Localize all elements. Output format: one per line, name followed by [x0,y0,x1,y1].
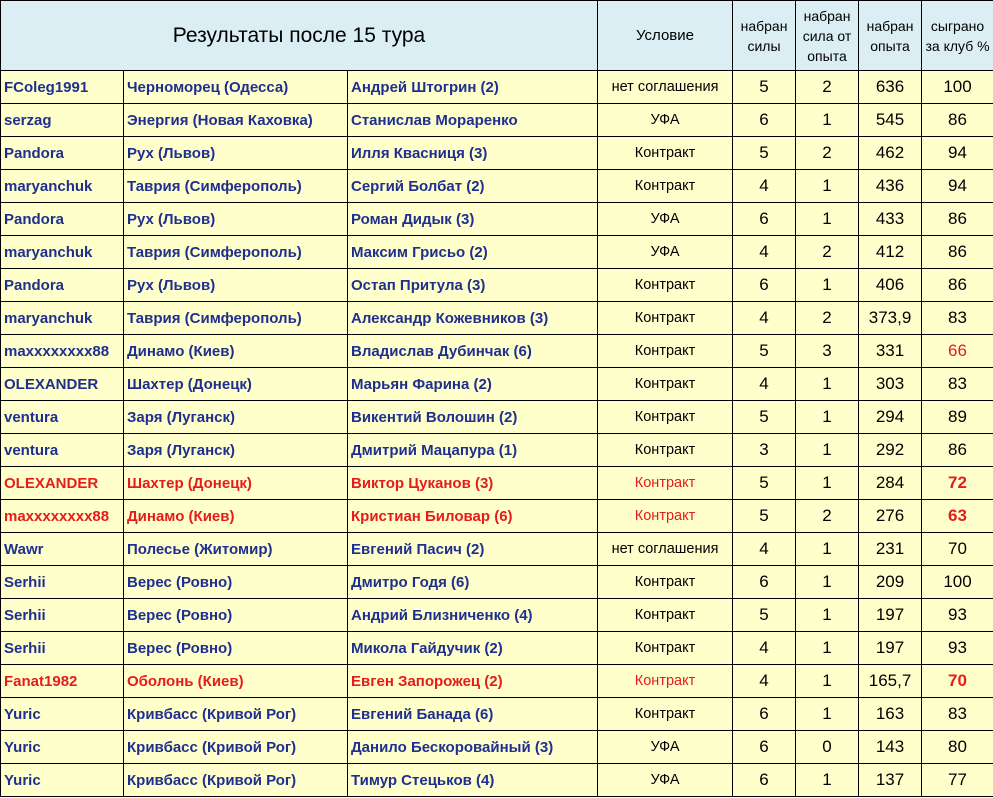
cell-condition: Контракт [598,269,733,302]
cell-played: 72 [922,467,993,500]
cell-strength-exp: 1 [796,269,859,302]
cell-condition: Контракт [598,170,733,203]
cell-strength: 5 [733,335,796,368]
cell-strength: 5 [733,401,796,434]
cell-experience: 137 [859,764,922,797]
cell-condition: нет соглашения [598,533,733,566]
table-row [1,533,993,566]
cell-strength-exp: 1 [796,401,859,434]
header-strength: набран силы [733,1,796,71]
cell-strength: 6 [733,104,796,137]
cell-strength-exp: 1 [796,698,859,731]
cell-strength: 3 [733,434,796,467]
cell-experience: 412 [859,236,922,269]
cell-user: OLEXANDER [1,368,124,401]
table-row [1,599,993,632]
cell-player: Данило Бескоровайный (3) [348,731,598,764]
cell-strength-exp: 1 [796,467,859,500]
cell-strength: 6 [733,698,796,731]
cell-user: Fanat1982 [1,665,124,698]
table-row [1,500,993,533]
cell-user: serzag [1,104,124,137]
cell-player: Тимур Стецьков (4) [348,764,598,797]
table-row [1,236,993,269]
cell-strength-exp: 1 [796,632,859,665]
cell-strength: 4 [733,665,796,698]
cell-played: 70 [922,665,993,698]
cell-club: Заря (Луганск) [124,401,348,434]
cell-user: Yuric [1,698,124,731]
cell-strength: 4 [733,170,796,203]
cell-condition: УФА [598,203,733,236]
cell-strength: 5 [733,71,796,104]
cell-experience: 143 [859,731,922,764]
cell-strength-exp: 1 [796,434,859,467]
cell-played: 100 [922,566,993,599]
cell-played: 77 [922,764,993,797]
cell-player: Остап Притула (3) [348,269,598,302]
cell-strength-exp: 2 [796,236,859,269]
cell-player: Станислав Мораренко [348,104,598,137]
cell-played: 86 [922,104,993,137]
table-row [1,71,993,104]
cell-condition: Контракт [598,137,733,170]
cell-experience: 373,9 [859,302,922,335]
cell-club: Шахтер (Донецк) [124,467,348,500]
cell-strength: 6 [733,566,796,599]
cell-strength-exp: 2 [796,71,859,104]
cell-experience: 197 [859,632,922,665]
header-experience: набран опыта [859,1,922,71]
cell-player: Евгений Пасич (2) [348,533,598,566]
table-row [1,467,993,500]
header-played-pct: сыграно за клуб % [922,1,993,71]
cell-strength-exp: 1 [796,566,859,599]
cell-condition: УФА [598,731,733,764]
cell-user: Pandora [1,137,124,170]
cell-experience: 331 [859,335,922,368]
cell-player: Сергий Болбат (2) [348,170,598,203]
cell-experience: 303 [859,368,922,401]
table-row [1,434,993,467]
cell-experience: 197 [859,599,922,632]
cell-experience: 165,7 [859,665,922,698]
cell-club: Таврия (Симферополь) [124,236,348,269]
cell-experience: 163 [859,698,922,731]
table-row [1,665,993,698]
cell-user: OLEXANDER [1,467,124,500]
cell-condition: Контракт [598,401,733,434]
cell-strength-exp: 1 [796,104,859,137]
cell-played: 83 [922,698,993,731]
cell-user: maryanchuk [1,170,124,203]
cell-played: 70 [922,533,993,566]
cell-player: Микола Гайдучик (2) [348,632,598,665]
cell-user: Yuric [1,731,124,764]
cell-condition: УФА [598,236,733,269]
cell-user: maryanchuk [1,302,124,335]
cell-condition: Контракт [598,566,733,599]
cell-user: FColeg1991 [1,71,124,104]
cell-strength-exp: 0 [796,731,859,764]
table-row [1,764,993,797]
cell-club: Кривбасс (Кривой Рог) [124,731,348,764]
cell-user: Pandora [1,203,124,236]
cell-club: Рух (Львов) [124,203,348,236]
cell-club: Таврия (Симферополь) [124,170,348,203]
cell-strength: 4 [733,368,796,401]
cell-player: Евген Запорожец (2) [348,665,598,698]
cell-strength-exp: 1 [796,599,859,632]
cell-user: ventura [1,401,124,434]
cell-club: Верес (Ровно) [124,566,348,599]
table-row [1,335,993,368]
cell-strength-exp: 1 [796,203,859,236]
cell-club: Полесье (Житомир) [124,533,348,566]
cell-condition: Контракт [598,335,733,368]
cell-club: Кривбасс (Кривой Рог) [124,764,348,797]
table-row [1,104,993,137]
cell-strength: 4 [733,236,796,269]
cell-strength: 4 [733,302,796,335]
cell-user: Serhii [1,566,124,599]
cell-club: Шахтер (Донецк) [124,368,348,401]
cell-condition: УФА [598,104,733,137]
cell-condition: Контракт [598,302,733,335]
cell-strength-exp: 2 [796,137,859,170]
cell-strength: 5 [733,467,796,500]
cell-user: Serhii [1,599,124,632]
cell-club: Энергия (Новая Каховка) [124,104,348,137]
cell-experience: 209 [859,566,922,599]
cell-player: Марьян Фарина (2) [348,368,598,401]
cell-condition: Контракт [598,632,733,665]
cell-strength: 6 [733,269,796,302]
table-title: Результаты после 15 тура [1,1,598,71]
cell-strength: 4 [733,632,796,665]
cell-strength: 5 [733,500,796,533]
cell-player: Роман Дидык (3) [348,203,598,236]
cell-player: Максим Грисьо (2) [348,236,598,269]
cell-player: Андрий Близниченко (4) [348,599,598,632]
cell-user: Yuric [1,764,124,797]
cell-club: Оболонь (Киев) [124,665,348,698]
cell-player: Викентий Волошин (2) [348,401,598,434]
cell-club: Верес (Ровно) [124,599,348,632]
cell-strength-exp: 1 [796,665,859,698]
cell-club: Верес (Ровно) [124,632,348,665]
cell-condition: УФА [598,764,733,797]
cell-club: Заря (Луганск) [124,434,348,467]
cell-played: 100 [922,71,993,104]
cell-experience: 276 [859,500,922,533]
cell-strength: 6 [733,203,796,236]
cell-experience: 292 [859,434,922,467]
cell-club: Кривбасс (Кривой Рог) [124,698,348,731]
cell-played: 66 [922,335,993,368]
header-condition: Условие [598,1,733,71]
cell-user: Serhii [1,632,124,665]
cell-played: 86 [922,203,993,236]
table-row [1,368,993,401]
cell-player: Андрей Штогрин (2) [348,71,598,104]
cell-user: maxxxxxxxx88 [1,500,124,533]
cell-condition: Контракт [598,434,733,467]
cell-played: 86 [922,269,993,302]
table-row [1,632,993,665]
cell-experience: 294 [859,401,922,434]
cell-strength: 5 [733,599,796,632]
cell-played: 89 [922,401,993,434]
cell-club: Рух (Львов) [124,137,348,170]
cell-experience: 636 [859,71,922,104]
cell-strength-exp: 2 [796,302,859,335]
table-row [1,401,993,434]
cell-condition: Контракт [598,368,733,401]
cell-strength: 4 [733,533,796,566]
header-strength-from-exp: набран сила от опыта [796,1,859,71]
cell-experience: 406 [859,269,922,302]
cell-condition: Контракт [598,599,733,632]
cell-experience: 284 [859,467,922,500]
cell-strength-exp: 1 [796,170,859,203]
cell-player: Илля Квасниця (3) [348,137,598,170]
cell-strength-exp: 1 [796,368,859,401]
cell-club: Динамо (Киев) [124,500,348,533]
cell-player: Кристиан Биловар (6) [348,500,598,533]
cell-played: 94 [922,170,993,203]
cell-strength-exp: 2 [796,500,859,533]
cell-club: Таврия (Симферополь) [124,302,348,335]
cell-strength: 6 [733,764,796,797]
cell-played: 86 [922,236,993,269]
cell-experience: 436 [859,170,922,203]
cell-user: maryanchuk [1,236,124,269]
cell-experience: 433 [859,203,922,236]
cell-condition: Контракт [598,665,733,698]
cell-club: Черноморец (Одесса) [124,71,348,104]
cell-played: 93 [922,599,993,632]
cell-experience: 231 [859,533,922,566]
cell-player: Александр Кожевников (3) [348,302,598,335]
cell-played: 86 [922,434,993,467]
cell-condition: нет соглашения [598,71,733,104]
cell-strength-exp: 1 [796,533,859,566]
cell-played: 83 [922,368,993,401]
cell-user: Pandora [1,269,124,302]
cell-played: 94 [922,137,993,170]
table-row [1,170,993,203]
cell-player: Дмитрий Мацапура (1) [348,434,598,467]
cell-strength-exp: 1 [796,764,859,797]
cell-played: 93 [922,632,993,665]
table-row [1,731,993,764]
cell-user: Wawr [1,533,124,566]
table-body [1,71,993,797]
cell-club: Рух (Львов) [124,269,348,302]
cell-strength: 5 [733,137,796,170]
cell-player: Владислав Дубинчак (6) [348,335,598,368]
cell-strength: 6 [733,731,796,764]
cell-played: 63 [922,500,993,533]
cell-club: Динамо (Киев) [124,335,348,368]
table-row [1,137,993,170]
cell-user: maxxxxxxxx88 [1,335,124,368]
cell-player: Евгений Банада (6) [348,698,598,731]
cell-condition: Контракт [598,698,733,731]
cell-played: 80 [922,731,993,764]
table-row [1,203,993,236]
table-row [1,269,993,302]
cell-condition: Контракт [598,467,733,500]
cell-played: 83 [922,302,993,335]
cell-condition: Контракт [598,500,733,533]
cell-player: Виктор Цуканов (3) [348,467,598,500]
table-row [1,302,993,335]
cell-experience: 545 [859,104,922,137]
header-row [1,1,993,71]
table-row [1,698,993,731]
cell-experience: 462 [859,137,922,170]
cell-strength-exp: 3 [796,335,859,368]
table-row [1,566,993,599]
cell-user: ventura [1,434,124,467]
cell-player: Дмитро Годя (6) [348,566,598,599]
